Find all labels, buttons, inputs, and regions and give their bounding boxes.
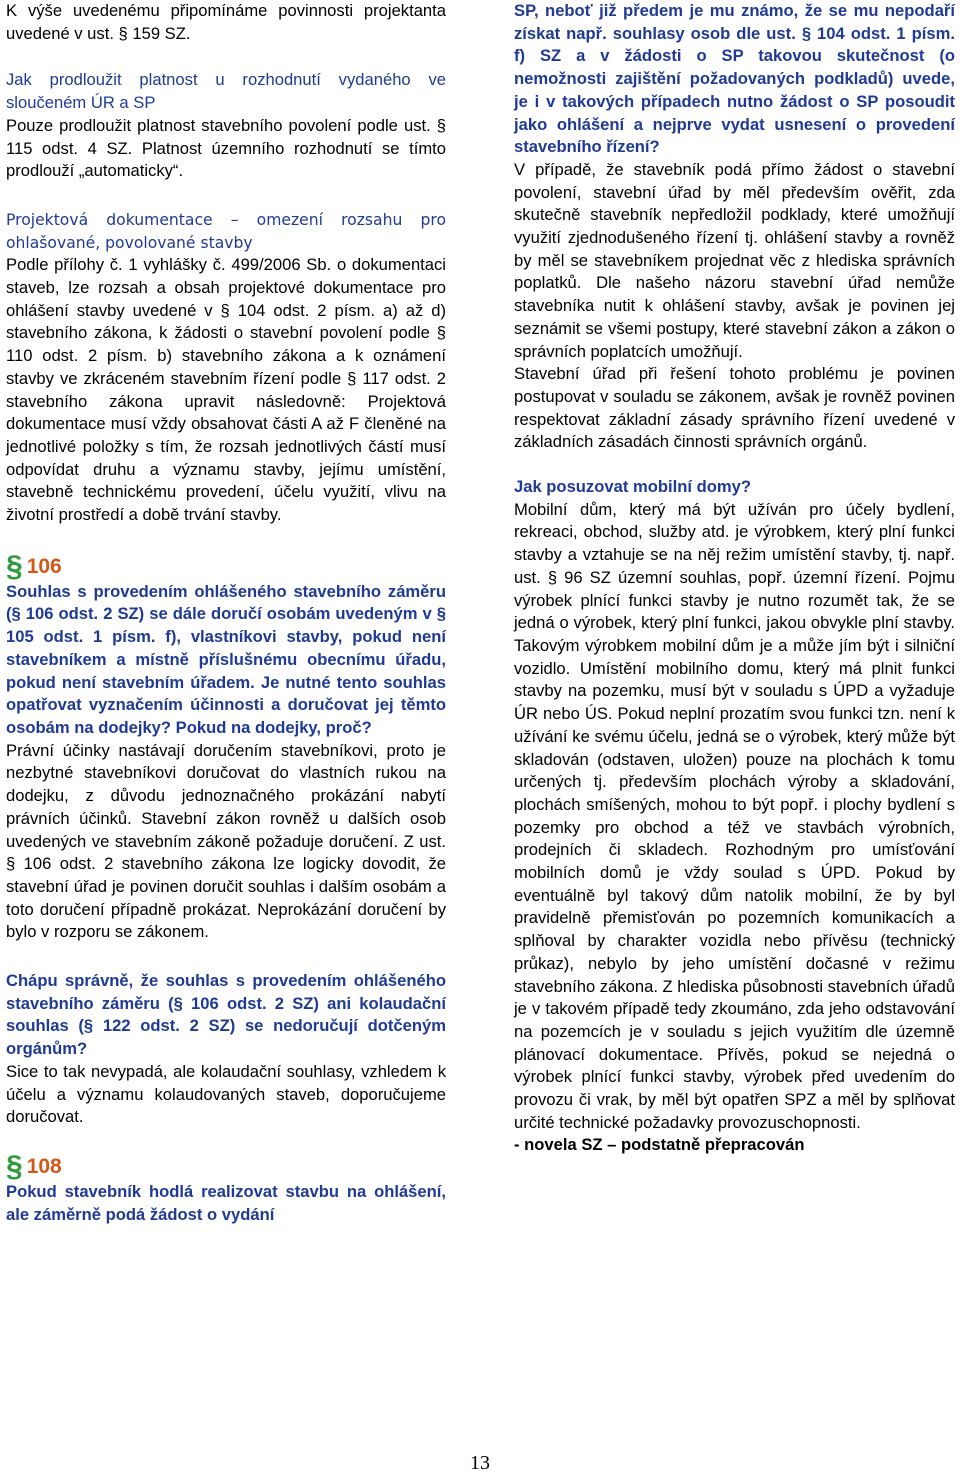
question-heading-consent-delivery: Chápu správně, že souhlas s provedením ohlášeného stavebního záměru (§ 106 odst. 2 SZ) ani kolaudační souhlas (§ 122 odst. 2 SZ) se nedoručují dotčeným orgánům? (6, 971, 446, 1059)
answer-mobile-homes: Mobilní dům, který má být užíván pro účely bydlení, rekreaci, obchod, služby atd. je výrobkem, který plní funkci stavby a vztahuje se na něj režim umístění stavby, tj. např. ust. § 96 SZ územní souhlas, popř. územní řízení. Pojmu výrobek plnící funkci stavby je nutno rozumět tak, že se jedná o výrobek, který plní funkci, jakou obvykle plní stavby. Takovým výrobkem mobilní dům je a může jím být i silniční vozidlo. Umístění mobilního domu, který má plnit funkci stavby na pozemku, musí být v souladu s ÚPD a vyžaduje ÚR nebo ÚS. Pokud neplní prozatím svou funkci tzn. není k užívání ke svému účelu, jedná se o výrobek, který může být skladován (odstaven, uložen) pouze na plochách k tomu určených tj. především plochách výroby a skladování, plochách smíšených, mohou to být popř. i plochy bydlení s pozemky pro obchod a též ve stavbách výrobních, prodejních či skladech. Rozhodným pro umísťování mobilních domů je vždy soulad s ÚPD. Pokud by eventuálně byl takový dům natolik mobilní, že by byl pravidelně přemisťován po pozemních komunikacích a splňoval by charakter vozidla nebo přívěsu (technický průkaz), nebylo by jeho umístění dočasné v režimu stavebního zákona. Z hlediska působnosti stavebních úřadů je v takovém případě tedy zkoumáno, zda jeho odstavování na pozemcích je v souladu s jejich využitím dle územně plánovací dokumentace. Přívěs, pokud se nejedná o výrobek plnící funkci stavby, výrobek před uvedením do provozu či vrak, by měl být opatřen SPZ a měl by splňovat určité technické požadavky provozuschopnosti. (514, 499, 955, 1132)
answer-consent-delivery: Sice to tak nevypadá, ale kolaudační souhlasy, vzhledem k účelu a významu kolaudovaných staveb, doporučujeme doručovat. (6, 1061, 446, 1127)
question-heading-extend-validity: Jak prodloužit platnost u rozhodnutí vydaného ve sloučeném ÚR a SP (6, 70, 446, 113)
question-heading-section-108-continued: SP, neboť již předem je mu známo, že se mu nepodaří získat např. souhlasy osob dle ust. § 104 odst. 1 písm. f) SZ a v žádosti o SP takovou skutečnost (o nemožnosti zajištění požadovaných podkladů) uvede, je i v takových případech nutno žádost o SP posoudit jako ohlášení a nejprve vydat usnesení o provedení stavebního řízení? (514, 1, 955, 157)
answer-building-office-paragraph: Stavební úřad při řešení tohoto problému je povinen postupovat v souladu se zákonem, avšak je rovněž povinen respektovat základní zásady správního řízení uvedené v základních zásadách činnosti správních orgánů. (514, 364, 955, 452)
page-number: 13 (470, 1452, 490, 1474)
answer-project-documentation: Podle přílohy č. 1 vyhlášky č. 499/2006 Sb. o dokumentaci staveb, lze rozsah a obsah projektové dokumentace pro ohlášení stavby uvedené v § 104 odst. 2 písm. a) až d) stavebního zákona, k žádosti o stavební povolení podle § 110 odst. 2 písm. b) stavebního zákona a k oznámení stavby ve zkráceném stavebním řízení podle § 117 odst. 2 stavebního zákona upravit následovně: Projektová dokumentace musí vždy obsahovat části A až F členěné na jednotlivé položky s tím, že rozsah jednotlivých částí musí odpovídat druhu a významu stavby, jejímu umístění, stavebně technickému provedení, účelu využití, vlivu na životní prostředí a době trvání stavby. (6, 255, 446, 525)
answer-building-permit-paragraph: V případě, že stavebník podá přímo žádost o stavební povolení, stavební úřad by měl především ověřit, zda skutečně stavebník nepředložil podklady, které umožňují využití zjednodušeného řízení tj. ohlášení stavby a rovněž by měl se stavebníkem projednat věc z hlediska správních poplatků. Dle našeho názoru stavební úřad nemůže stavebníka nutit k ohlášení stavby, avšak je povinen jej seznámit se všemi postupy, které stavební zákon a zákon o správních poplatcích umožňují. (514, 159, 955, 361)
question-heading-section-108: Pokud stavebník hodlá realizovat stavbu na ohlášení, ale záměrně podá žádost o vydání (6, 1181, 446, 1224)
section-106-marker (6, 549, 446, 583)
section-108-marker (6, 1149, 446, 1183)
section-number: 106 (26, 554, 62, 578)
right-column (514, 0, 955, 1157)
answer-extend-validity: Pouze prodloužit platnost stavebního povolení podle ust. § 115 odst. 4 SZ. Platnost územního rozhodnutí se tímto prodlouží „automaticky“. (6, 115, 446, 181)
intro-paragraph: K výše uvedenému připomínáme povinnosti projektanta uvedené v ust. § 159 SZ. (6, 1, 446, 43)
left-column (6, 0, 446, 1226)
paragraph-section-icon: § (6, 549, 23, 583)
paragraph-section-icon: § (6, 1149, 23, 1183)
question-heading-section-106: Souhlas s provedením ohlášeného stavebního záměru (§ 106 odst. 2 SZ) se dále doručí osobám uvedeným v § 105 odst. 1 písm. f), vlastníkovi stavby, pokud není stavebníkem a místně příslušnému obecnímu úřadu, pokud není stavebním úřadem. Je nutné tento souhlas opatřovat vyznačením účinnosti a doručovat jej těmto osobám na dodejky? Pokud na dodejky, proč? (6, 581, 446, 737)
question-heading-project-documentation: Projektová dokumentace – omezení rozsahu pro ohlašované, povolované stavby (6, 210, 446, 252)
section-number: 108 (26, 1154, 62, 1178)
answer-section-106: Právní účinky nastávají doručením stavebníkovi, proto je nezbytné stavebníkovi doručovat do vlastních rukou na dodejku, z důvodu jednoznačného prokázání nabytí právních účinků. Stavební zákon rovněž u dalších osob uvedených ve stavebním zákoně požaduje doručení. Z ust. § 106 odst. 2 stavebního zákona lze logicky dovodit, že stavební úřad je povinen doručit souhlas i dalším osobám a toto doručení případně prokázat. Neprokázání doručení by bylo v rozporu se zákonem. (6, 740, 446, 942)
question-heading-mobile-homes: Jak posuzovat mobilní domy? (514, 477, 751, 497)
closing-note: - novela SZ – podstatně přepracován (514, 1135, 805, 1155)
